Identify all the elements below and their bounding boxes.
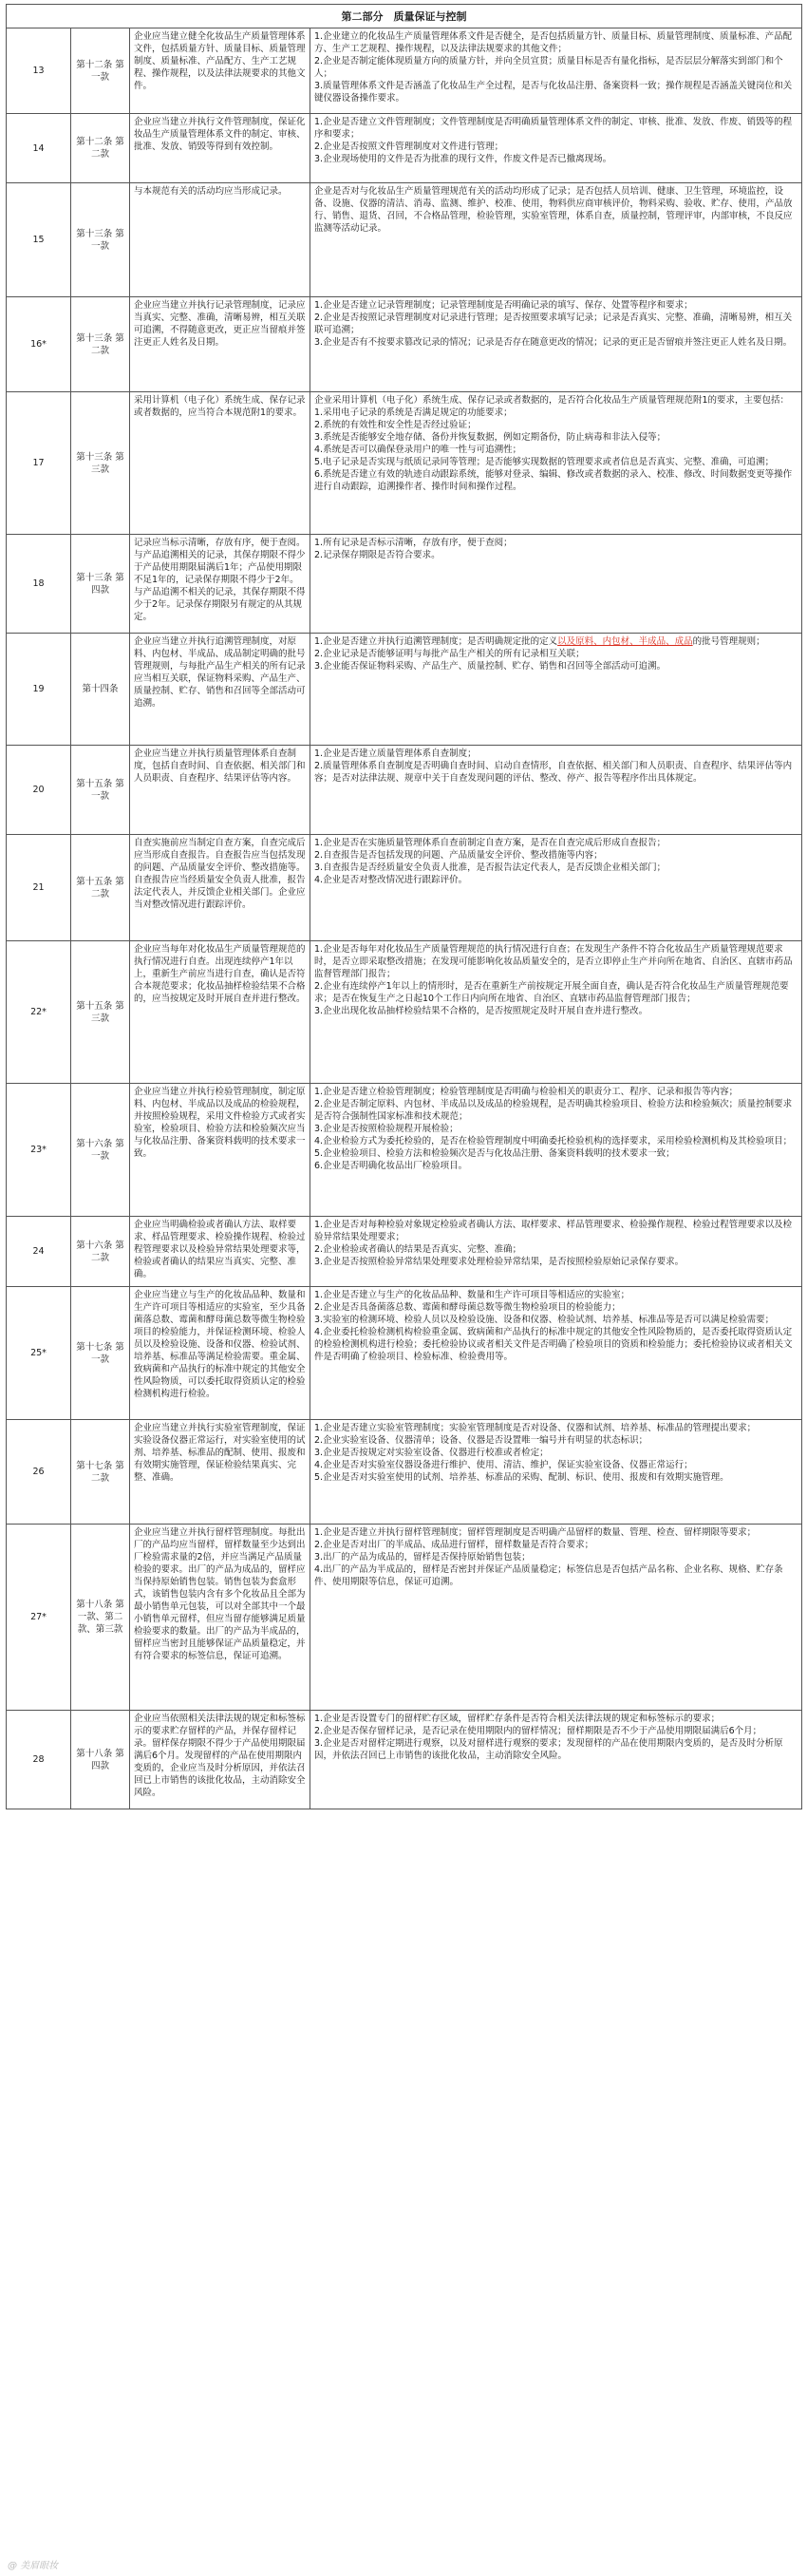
inspection-points xyxy=(310,1287,802,1420)
inspection-points xyxy=(310,183,802,297)
inspection-points xyxy=(310,1525,802,1711)
requirement-text: 企业应当建立并执行文件管理制度，保证化妆品生产质量管理体系文件的制定、审核、批准、发放、销毁等得到有效控制。 xyxy=(130,114,310,183)
inspection-point: 6.企业是否明确化妆品出厂检验项目。 xyxy=(314,1161,468,1171)
inspection-points xyxy=(310,835,802,941)
inspection-points xyxy=(310,1084,802,1217)
table-row xyxy=(7,1217,802,1287)
inspection-point: 3.企业是否按照检验异常结果处理要求处理检验异常结果，是否按照检验原始记录保存要求。 xyxy=(314,1257,685,1267)
inspection-point: 1.企业是否建立检验管理制度；检验管理制度是否明确与检验相关的职责分工、程序、记录和报告等内容； xyxy=(314,1087,739,1097)
inspection-point: 2.企业是否保存留样记录，是否记录在使用期限内的留样情况；留样期限是否不少于产品使用期限届满后6个月； xyxy=(314,1726,762,1736)
table-row xyxy=(7,1525,802,1711)
inspection-point: 4.企业是否对实验室仪器设备进行维护、使用、清洁、维护，保证实验室设备、仪器正常运行； xyxy=(314,1460,693,1470)
requirement-text: 企业应当建立并执行追溯管理制度，对原料、内包材、半成品、成品制定明确的批号管理规则，与每批产品生产相关的所有记录应当相互关联，保证物料采购、产品生产、质量控制、贮存、销售和召回等全部活动可追溯。 xyxy=(130,634,310,746)
inspection-point: 企业是否对与化妆品生产质量管理规范有关的活动均形成了记录；是否包括人员培训、健康、卫生管理，环境监控，设备、设施、仪器的清洁、消毒、监测、维护、校准、使用，物料供应商审核评价，物料采购、验收、贮存、使用，产品放行、销售、退货、召回，不合格品管理，检验管理，实验室管理，体系自查，质量控制，管理评审，内部审核，不良反应监测等活动记录。 xyxy=(314,186,793,234)
inspection-points xyxy=(310,746,802,835)
row-number: 24 xyxy=(7,1217,71,1287)
inspection-point: 2.企业检验或者确认的结果是否真实、完整、准确； xyxy=(314,1244,522,1255)
inspection-point: 3.系统是否能够安全地存储、备份并恢复数据，例如定期备份，防止病毒和非法入侵等； xyxy=(314,432,666,443)
inspection-point: 3.企业出现化妆品抽样检验结果不合格的，是否按照规定及时开展自查并进行整改。 xyxy=(314,1006,648,1016)
inspection-point: 1.企业是否设置专门的留样贮存区域，留样贮存条件是否符合相关法律法规的规定和标签标示的要求； xyxy=(314,1714,721,1724)
inspection-point: 1.企业是否建立并执行留样管理制度；留样管理制度是否明确产品留样的数量、管理、检查、留样期限等要求； xyxy=(314,1527,757,1538)
clause-reference: 第十五条 第三款 xyxy=(71,941,130,1084)
row-number: 13 xyxy=(7,28,71,114)
inspection-point: 1.企业是否对每种检验对象规定检验或者确认方法、取样要求、样品管理要求、检验操作规程、检验过程管理要求以及检验异常结果处理要求； xyxy=(314,1220,793,1242)
inspection-point: 4.出厂的产品为半成品的，留样是否密封并保证产品质量稳定；标签信息是否包括产品名称、企业名称、规格、贮存条件、使用期限等信息，保证可追溯。 xyxy=(314,1564,783,1587)
inspection-point: 3.质量管理体系文件是否涵盖了化妆品生产全过程，是否与化妆品注册、备案资料一致；操作规程是否涵盖关键岗位和关键仪器设备操作要求。 xyxy=(314,81,793,104)
inspection-point: 1.企业是否建立记录管理制度；记录管理制度是否明确记录的填写、保存、处置等程序和要求； xyxy=(314,300,693,311)
row-number: 26 xyxy=(7,1420,71,1525)
requirement-text: 企业应当建立并执行检验管理制度，制定原料、内包材、半成品以及成品的检验规程，并按照检验规程，采用文件检验方式或者实验室，检验项目、检验方法和检验频次应当与化妆品注册、备案资料载明的技术要求一致。 xyxy=(130,1084,310,1217)
inspection-point: 5.企业是否对实验室使用的试剂、培养基、标准品的采购、配制、标识、使用、报废和有效期实施管理。 xyxy=(314,1472,729,1483)
row-number: 18 xyxy=(7,535,71,634)
row-number: 27* xyxy=(7,1525,71,1711)
inspection-point: 3.出厂的产品为成品的，留样是否保持原始销售包装； xyxy=(314,1552,531,1563)
row-number: 28 xyxy=(7,1711,71,1809)
table-row xyxy=(7,835,802,941)
requirement-text: 与本规范有关的活动均应当形成记录。 xyxy=(130,183,310,297)
inspection-point: 3.企业能否保证物料采购、产品生产、质量控制、贮存、销售和召回等全部活动可追溯。 xyxy=(314,661,666,672)
inspection-point: 2.企业是否对出厂的半成品、成品进行留样，留样数量是否符合要求； xyxy=(314,1540,594,1550)
inspection-points xyxy=(310,1420,802,1525)
inspection-point: 2.企业是否按照文件管理制度对文件进行管理； xyxy=(314,142,504,152)
clause-reference: 第十五条 第二款 xyxy=(71,835,130,941)
requirement-text: 采用计算机（电子化）系统生成、保存记录或者数据的，应当符合本规范附1的要求。 xyxy=(130,392,310,535)
section-title: 第二部分 质量保证与控制 xyxy=(7,5,802,28)
inspection-point: 5.电子记录是否实现与纸质记录同等管理；是否能够实现数据的管理要求或者信息是否真实、完整、准确，可追溯； xyxy=(314,457,775,467)
inspection-point: 3.自查报告是否经质量安全负责人批准，是否报告法定代表人，是否反馈企业相关部门； xyxy=(314,862,666,873)
table-row xyxy=(7,1420,802,1525)
row-number: 19 xyxy=(7,634,71,746)
inspection-points xyxy=(310,1711,802,1809)
inspection-points xyxy=(310,941,802,1084)
inspection-point: 1.企业是否在实施质量管理体系自查前制定自查方案，是否在自查完成后形成自查报告； xyxy=(314,838,666,848)
clause-reference: 第十三条 第四款 xyxy=(71,535,130,634)
clause-reference: 第十六条 第二款 xyxy=(71,1217,130,1287)
inspection-point: 1.企业是否建立文件管理制度；文件管理制度是否明确质量管理体系文件的制定、审核、批准、发放、作废、销毁等的程序和要求； xyxy=(314,117,793,140)
inspection-point: 3.企业是否按照检验规程开展检验； xyxy=(314,1124,459,1134)
inspection-point: 2.系统的有效性和安全性是否经过验证； xyxy=(314,420,477,430)
clause-reference: 第十三条 第二款 xyxy=(71,297,130,392)
inspection-point: 1.企业是否每年对化妆品生产质量管理规范的执行情况进行自查；在发现生产条件不符合化妆品生产质量管理规范要求时，是否立即采取整改措施；在发现可能影响化妆品质量安全的，是否立即停止生产并向所在地省、自治区、直辖市药品监督管理部门报告； xyxy=(314,944,793,979)
table-row xyxy=(7,1084,802,1217)
inspection-point: 5.企业检验项目、检验方法和检验频次是否与化妆品注册、备案资料载明的技术要求一致； xyxy=(314,1148,675,1159)
inspection-point: 2.企业是否具备菌落总数、霉菌和酵母菌总数等微生物检验项目的检验能力； xyxy=(314,1302,621,1313)
inspection-point: 1.企业是否建立实验室管理制度；实验室管理制度是否对设备、仪器和试剂、培养基、标准品的管理提出要求； xyxy=(314,1423,757,1433)
inspection-point: 4.系统是否可以确保登录用户的唯一性与可追溯性； xyxy=(314,445,522,455)
inspection-points xyxy=(310,392,802,535)
requirement-text: 企业应当明确检验或者确认方法、取样要求、样品管理要求、检验操作规程、检验过程管理要求以及检验异常结果处理要求等，检验或者确认的结果应当真实、完整、准确。 xyxy=(130,1217,310,1287)
regulation-document xyxy=(6,4,801,1809)
clause-reference: 第十八条 第四款 xyxy=(71,1711,130,1809)
row-number: 21 xyxy=(7,835,71,941)
inspection-point: 1.企业是否建立质量管理体系自查制度； xyxy=(314,748,477,759)
requirement-text: 记录应当标示清晰，存放有序，便于查阅。与产品追溯相关的记录，其保存期限不得少于产品使用期限届满后1年；产品使用期限不足1年的，记录保存期限不得少于2年。与产品追溯不相关的记录，其保存期限不得少于2年。记录保存期限另有规定的从其规定。 xyxy=(130,535,310,634)
row-number: 23* xyxy=(7,1084,71,1217)
inspection-point: 1.所有记录是否标示清晰，存放有序，便于查阅； xyxy=(314,538,513,548)
table-header-row xyxy=(7,5,802,28)
inspection-point: 1.企业是否建立并执行追溯管理制度；是否明确规定批的定义以及原料、内包材、半成品、成品的批号管理规则； xyxy=(314,636,765,647)
row-number: 16* xyxy=(7,297,71,392)
inspection-point: 6.系统是否建立有效的轨迹自动跟踪系统，能够对登录、编辑、修改或者数据的录入、校准、修改、时间数据变更等操作进行自动跟踪，追溯操作者、操作时间和操作过程。 xyxy=(314,469,793,492)
inspection-point: 3.企业是否按规定对实验室设备、仪器进行校准或者检定； xyxy=(314,1448,549,1458)
clause-reference: 第十二条 第二款 xyxy=(71,114,130,183)
table-row xyxy=(7,297,802,392)
inspection-point: 2.企业是否制定能体现质量方向的质量方针，并向全员宣贯；质量目标是否有量化指标，是否层层分解落实到部门和个人； xyxy=(314,56,783,79)
inspection-point: 1.企业建立的化妆品生产质量管理体系文件是否健全，是否包括质量方针、质量目标、质量管理制度、质量标准、产品配方、生产工艺规程、操作规程，以及法律法规要求的其他文件； xyxy=(314,31,793,54)
requirement-text: 企业应当建立并执行实验室管理制度，保证实验设备仪器正常运行，对实验室使用的试剂、培养基、标准品的配制、使用、报废和有效期实施管理，保证检验结果真实、完整、准确。 xyxy=(130,1420,310,1525)
row-number: 17 xyxy=(7,392,71,535)
clause-reference: 第十三条 第一款 xyxy=(71,183,130,297)
clause-reference: 第十七条 第一款 xyxy=(71,1287,130,1420)
clause-reference: 第十四条 xyxy=(71,634,130,746)
requirement-text: 企业应当每年对化妆品生产质量管理规范的执行情况进行自查。出现连续停产1年以上，重新生产前应当进行自查，确认是否符合本规范要求；化妆品抽样检验结果不合格的，应当按规定及时开展自查并进行整改。 xyxy=(130,941,310,1084)
table-row xyxy=(7,114,802,183)
requirement-text: 自查实施前应当制定自查方案，自查完成后应当形成自查报告。自查报告应当包括发现的问题、产品质量安全评价、整改措施等。自查报告应当经质量安全负责人批准，报告法定代表人，并反馈企业相关部门。企业应当对整改情况进行跟踪评价。 xyxy=(130,835,310,941)
inspection-point: 2.质量管理体系自查制度是否明确自查时间、启动自查情形，自查依据、相关部门和人员职责、自查程序、结果评估等内容；是否对法律法规、规章中关于自查发现问题的评估、整改、停产、报告等程序作出具体规定。 xyxy=(314,761,793,784)
check-table xyxy=(6,4,802,1809)
inspection-points xyxy=(310,28,802,114)
clause-reference: 第十八条 第一款、第二款、第三款 xyxy=(71,1525,130,1711)
table-row xyxy=(7,746,802,835)
requirement-text: 企业应当建立健全化妆品生产质量管理体系文件，包括质量方针、质量目标、质量管理制度、质量标准、产品配方、生产工艺规程、操作规程，以及法律法规要求的其他文件。 xyxy=(130,28,310,114)
table-row xyxy=(7,1287,802,1420)
inspection-point: 1.采用电子记录的系统是否满足规定的功能要求； xyxy=(314,407,513,418)
inspection-point: 2.企业是否制定原料、内包材、半成品以及成品的检验规程，是否明确其检验项目、检验方法和检验频次；质量控制要求是否符合强制性国家标准和技术规范； xyxy=(314,1099,793,1122)
inspection-point: 3.企业现场使用的文件是否为批准的现行文件，作废文件是否已撤离现场。 xyxy=(314,154,612,164)
inspection-point: 2.记录保存期限是否符合要求。 xyxy=(314,550,441,560)
table-row xyxy=(7,535,802,634)
inspection-point: 4.企业检验方式为委托检验的，是否在检验管理制度中明确委托检验机构的选择要求，采用检验检测机构及其检验项目； xyxy=(314,1136,793,1146)
inspection-points xyxy=(310,114,802,183)
inspection-point: 企业采用计算机（电子化）系统生成、保存记录或者数据的，是否符合化妆品生产质量管理规范附1的要求，主要包括： xyxy=(314,395,790,406)
clause-reference: 第十七条 第二款 xyxy=(71,1420,130,1525)
requirement-text: 企业应当建立并执行留样管理制度。每批出厂的产品均应当留样，留样数量至少达到出厂检验需求量的2倍，并应当满足产品质量检验的要求。出厂的产品为成品的，留样应当保持原始销售包装。销售包装为套盒形式，该销售包装内含有多个化妆品且全部为最小销售单元包装，可以对全部其中一个最小销售单元留样，但应当留存能够满足质量检验要求的数量。出厂的产品为半成品的，留样应当密封且能够保证产品质量稳定，并有符合要求的标签信息，保证可追溯。 xyxy=(130,1525,310,1711)
highlighted-text: 以及原料、内包材、半成品、成品 xyxy=(557,636,693,647)
requirement-text: 企业应当建立与生产的化妆品品种、数量和生产许可项目等相适应的实验室，至少具备菌落总数、霉菌和酵母菌总数等微生物检验项目的检验能力，并保证检测环境、检验人员以及检验设施、设备和仪器、检验试剂、培养基、标准品等满足检验需要。重金属、致病菌和产品执行的标准中规定的其他安全性风险物质，可以委托取得资质认定的检验检测机构进行检验。 xyxy=(130,1287,310,1420)
clause-reference: 第十三条 第三款 xyxy=(71,392,130,535)
inspection-point: 4.企业委托检验检测机构检验重金属、致病菌和产品执行的标准中规定的其他安全性风险物质的，是否委托取得资质认定的检验检测机构进行检验；委托检验协议或者相关文件是否明确了检验项目的资质和检验能力；委托检验协议或者相关文件是否明确了检验项目、检验标准、检验费用等。 xyxy=(314,1327,793,1362)
requirement-text: 企业应当依照相关法律法规的规定和标签标示的要求贮存留样的产品，并保存留样记录。留样保存期限不得少于产品使用期限届满后6个月。发现留样的产品在使用期限内变质的，企业应当及时分析原因，并依法召回已上市销售的该批化妆品，主动消除安全风险。 xyxy=(130,1711,310,1809)
inspection-point: 4.企业是否对整改情况进行跟踪评价。 xyxy=(314,875,468,885)
table-row xyxy=(7,634,802,746)
inspection-points xyxy=(310,297,802,392)
inspection-point: 2.自查报告是否包括发现的问题、产品质量安全评价、整改措施等内容； xyxy=(314,850,603,861)
inspection-point: 2.企业是否按照记录管理制度对记录进行管理；是否按照要求填写记录；记录是否真实、完整、准确，清晰易辨，相互关联可追溯； xyxy=(314,313,793,335)
table-row xyxy=(7,392,802,535)
inspection-point: 3.企业是否有不按要求篡改记录的情况；记录是否存在随意更改的情况；记录的更正是否留痕并签注更正人姓名及日期。 xyxy=(314,337,793,348)
watermark: @ 美眉眼妆 xyxy=(8,2561,59,2571)
table-row xyxy=(7,28,802,114)
row-number: 22* xyxy=(7,941,71,1084)
table-row xyxy=(7,183,802,297)
inspection-point: 3.企业是否对留样定期进行观察，以及对留样进行观察的要求；发现留样的产品在使用期限内变质的，是否及时分析原因，并依法召回已上市销售的该批化妆品，主动消除安全风险。 xyxy=(314,1738,783,1761)
inspection-points xyxy=(310,1217,802,1287)
inspection-point: 1.企业是否建立与生产的化妆品品种、数量和生产许可项目等相适应的实验室； xyxy=(314,1290,630,1300)
inspection-point: 3.实验室的检测环境、检验人员以及检验设施、设备和仪器、检验试剂、培养基、标准品等是否可以满足检验需要； xyxy=(314,1315,775,1325)
inspection-point: 2.企业实验室设备、仪器清单；设备、仪器是否设置唯一编号并有明显的状态标识； xyxy=(314,1435,648,1446)
clause-reference: 第十二条 第一款 xyxy=(71,28,130,114)
row-number: 25* xyxy=(7,1287,71,1420)
requirement-text: 企业应当建立并执行质量管理体系自查制度，包括自查时间、自查依据、相关部门和人员职责、自查程序、结果评估等内容。 xyxy=(130,746,310,835)
inspection-points xyxy=(310,634,802,746)
inspection-points xyxy=(310,535,802,634)
table-row xyxy=(7,1711,802,1809)
row-number: 14 xyxy=(7,114,71,183)
table-row xyxy=(7,941,802,1084)
inspection-point: 2.企业有连续停产1年以上的情形时，是否在重新生产前按规定开展全面自查，确认是否符合化妆品生产质量管理规范要求；是否在恢复生产之日起10个工作日内向所在地省、自治区、直辖市药品监督管理部门报告； xyxy=(314,981,789,1004)
inspection-point: 2.企业记录是否能够证明与每批产品生产相关的所有记录相互关联； xyxy=(314,649,585,659)
clause-reference: 第十六条 第一款 xyxy=(71,1084,130,1217)
row-number: 20 xyxy=(7,746,71,835)
row-number: 15 xyxy=(7,183,71,297)
requirement-text: 企业应当建立并执行记录管理制度，记录应当真实、完整、准确，清晰易辨，相互关联可追溯，不得随意更改，更正应当留痕并签注更正人姓名及日期。 xyxy=(130,297,310,392)
clause-reference: 第十五条 第一款 xyxy=(71,746,130,835)
